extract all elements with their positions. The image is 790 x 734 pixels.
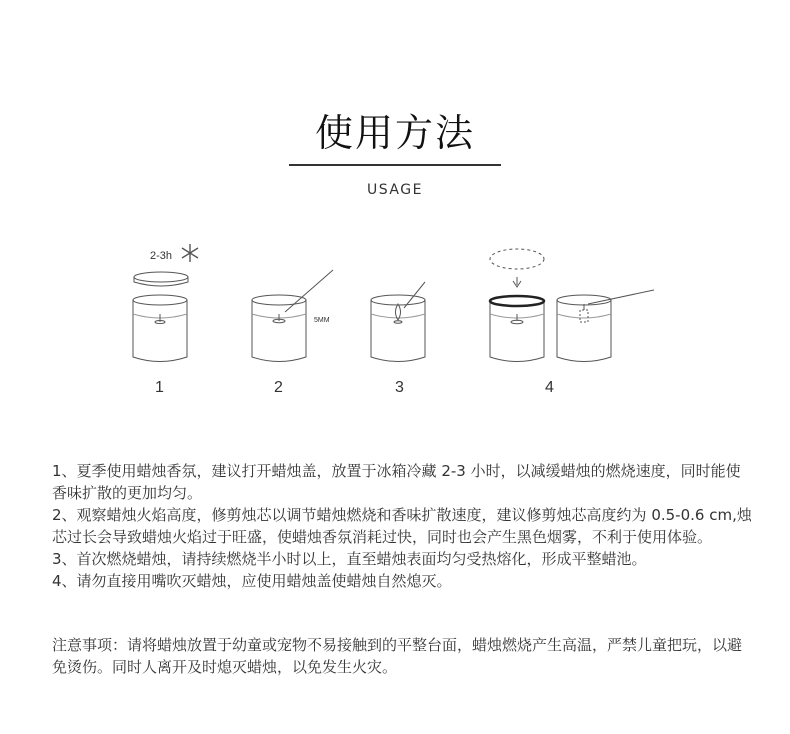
wick-length-label: 5MM (314, 317, 330, 324)
instruction-item-2: 2、观察蜡烛火焰高度，修剪烛芯以调节蜡烛燃烧和香味扩散速度，建议修剪烛芯高度约为 0.5-0.6 cm,烛芯过长会导致蜡烛火焰过于旺盛，使蜡烛香氛消耗过快，同时也会产生黑色烟雾，不利于使用体验。 (52, 506, 752, 546)
candle-step-4-lid (490, 249, 544, 362)
candle-step-4-jar (557, 290, 654, 362)
title-underline (289, 164, 501, 166)
snowflake-icon (182, 244, 198, 262)
chill-time-label: 2-3h (150, 250, 173, 262)
candle-step-3 (371, 282, 425, 362)
instruction-list (52, 460, 752, 592)
instruction-item-1: 1、夏季使用蜡烛香氛，建议打开蜡烛盖，放置于冰箱冷藏 2-3 小时，以减缓蜡烛的燃烧速度，同时能使香味扩散的更加均匀。 (52, 462, 741, 502)
candle-step-2 (252, 270, 333, 362)
instruction-item-3: 3、首次燃烧蜡烛，请持续燃烧半小时以上，直至蜡烛表面均匀受热熔化，形成平整蜡池。 (52, 550, 647, 568)
usage-illustration (0, 230, 790, 410)
step-number-3: 3 (395, 379, 404, 396)
instruction-item-4: 4、请勿直接用嘴吹灭蜡烛，应使用蜡烛盖使蜡烛自然熄灭。 (52, 572, 452, 590)
step-number-4: 4 (545, 379, 554, 396)
step-number-1: 1 (155, 379, 164, 396)
page-title: 使用方法 (314, 111, 475, 155)
step-number-2: 2 (274, 379, 283, 396)
safety-notice: 注意事项：请将蜡烛放置于幼童或宠物不易接触到的平整台面，蜡烛燃烧产生高温，严禁儿童把玩，以避免烫伤。同时人离开及时熄灭蜡烛，以免发生火灾。 (52, 636, 743, 676)
page-subtitle: USAGE (367, 182, 423, 198)
candle-step-1 (133, 272, 188, 362)
